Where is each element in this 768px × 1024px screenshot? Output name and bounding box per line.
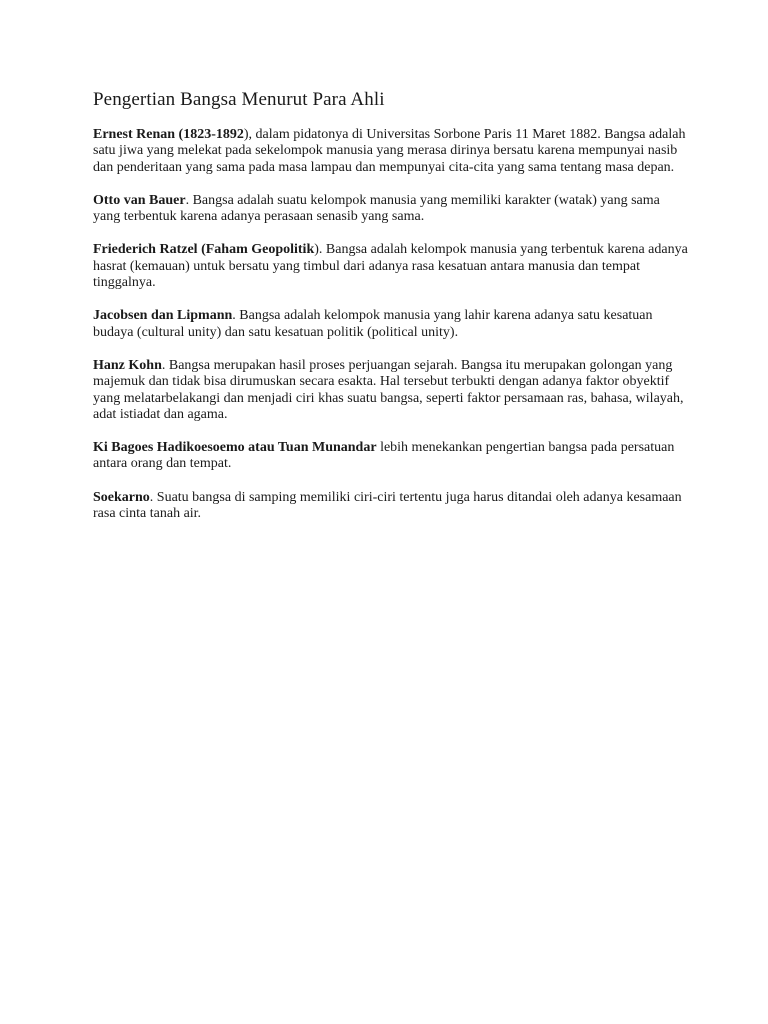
- entry-ernest-renan: [93, 127, 688, 176]
- entry-name: Ki Bagoes Hadikoesoemo atau Tuan Munandar: [93, 440, 377, 456]
- entry-hanz-kohn: [93, 358, 688, 423]
- entry-name: Jacobsen dan Lipmann: [93, 308, 233, 324]
- entry-name: Ernest Renan (1823-1892: [93, 127, 244, 142]
- entry-name: Soekarno: [93, 489, 150, 505]
- entry-text: lebih menekankan pengertian bangsa pada persatuan antara orang dan tempat.: [93, 440, 675, 472]
- entry-text: ), dalam pidatonya di Universitas Sorbone Paris 11 Maret 1882. Bangsa adalah satu jiwa yang melekat pada sekelompok manusia yang merasa dirinya bersatu karena mempunyai nasib dan penderitaan yang sama pada masa lampau dan mempunyai cita-cita yang sama tentang masa depan.: [93, 127, 686, 175]
- entry-jacobsen-lipmann: [93, 308, 688, 341]
- entry-soekarno: [93, 490, 688, 523]
- entry-name: Otto van Bauer: [93, 192, 186, 208]
- document-page: [93, 88, 688, 539]
- entry-text: . Bangsa merupakan hasil proses perjuangan sejarah. Bangsa itu merupakan golongan yang majemuk dan tidak bisa dirumuskan secara esakta. Hal tersebut terbukti dengan adanya faktor obyektif yang melatarbelakangi dan menjadi ciri khas suatu bangsa, seperti faktor persamaan ras, bahasa, wilayah, adat istiadat dan agama.: [93, 357, 684, 422]
- entry-name: Hanz Kohn: [93, 357, 162, 373]
- document-title: Pengertian Bangsa Menurut Para Ahli: [93, 89, 385, 110]
- entry-ki-bagoes: [93, 440, 688, 473]
- entry-text: . Suatu bangsa di samping memiliki ciri-ciri tertentu juga harus ditandai oleh adanya kesamaan rasa cinta tanah air.: [93, 489, 682, 522]
- entry-friederich-ratzel: [93, 242, 688, 291]
- entry-text: ). Bangsa adalah kelompok manusia yang terbentuk karena adanya hasrat (kemauan) untuk bersatu yang timbul dari adanya rasa kesatuan antara manusia dan tempat tinggalnya.: [93, 242, 688, 291]
- entry-text: . Bangsa adalah suatu kelompok manusia yang memiliki karakter (watak) yang sama yang terbentuk karena adanya perasaan senasib yang sama.: [93, 192, 660, 225]
- entry-text: . Bangsa adalah kelompok manusia yang lahir karena adanya satu kesatuan budaya (cultural unity) dan satu kesatuan politik (political unity).: [93, 308, 653, 340]
- entry-otto-van-bauer: [93, 193, 688, 226]
- entry-name: Friederich Ratzel (Faham Geopolitik: [93, 242, 315, 258]
